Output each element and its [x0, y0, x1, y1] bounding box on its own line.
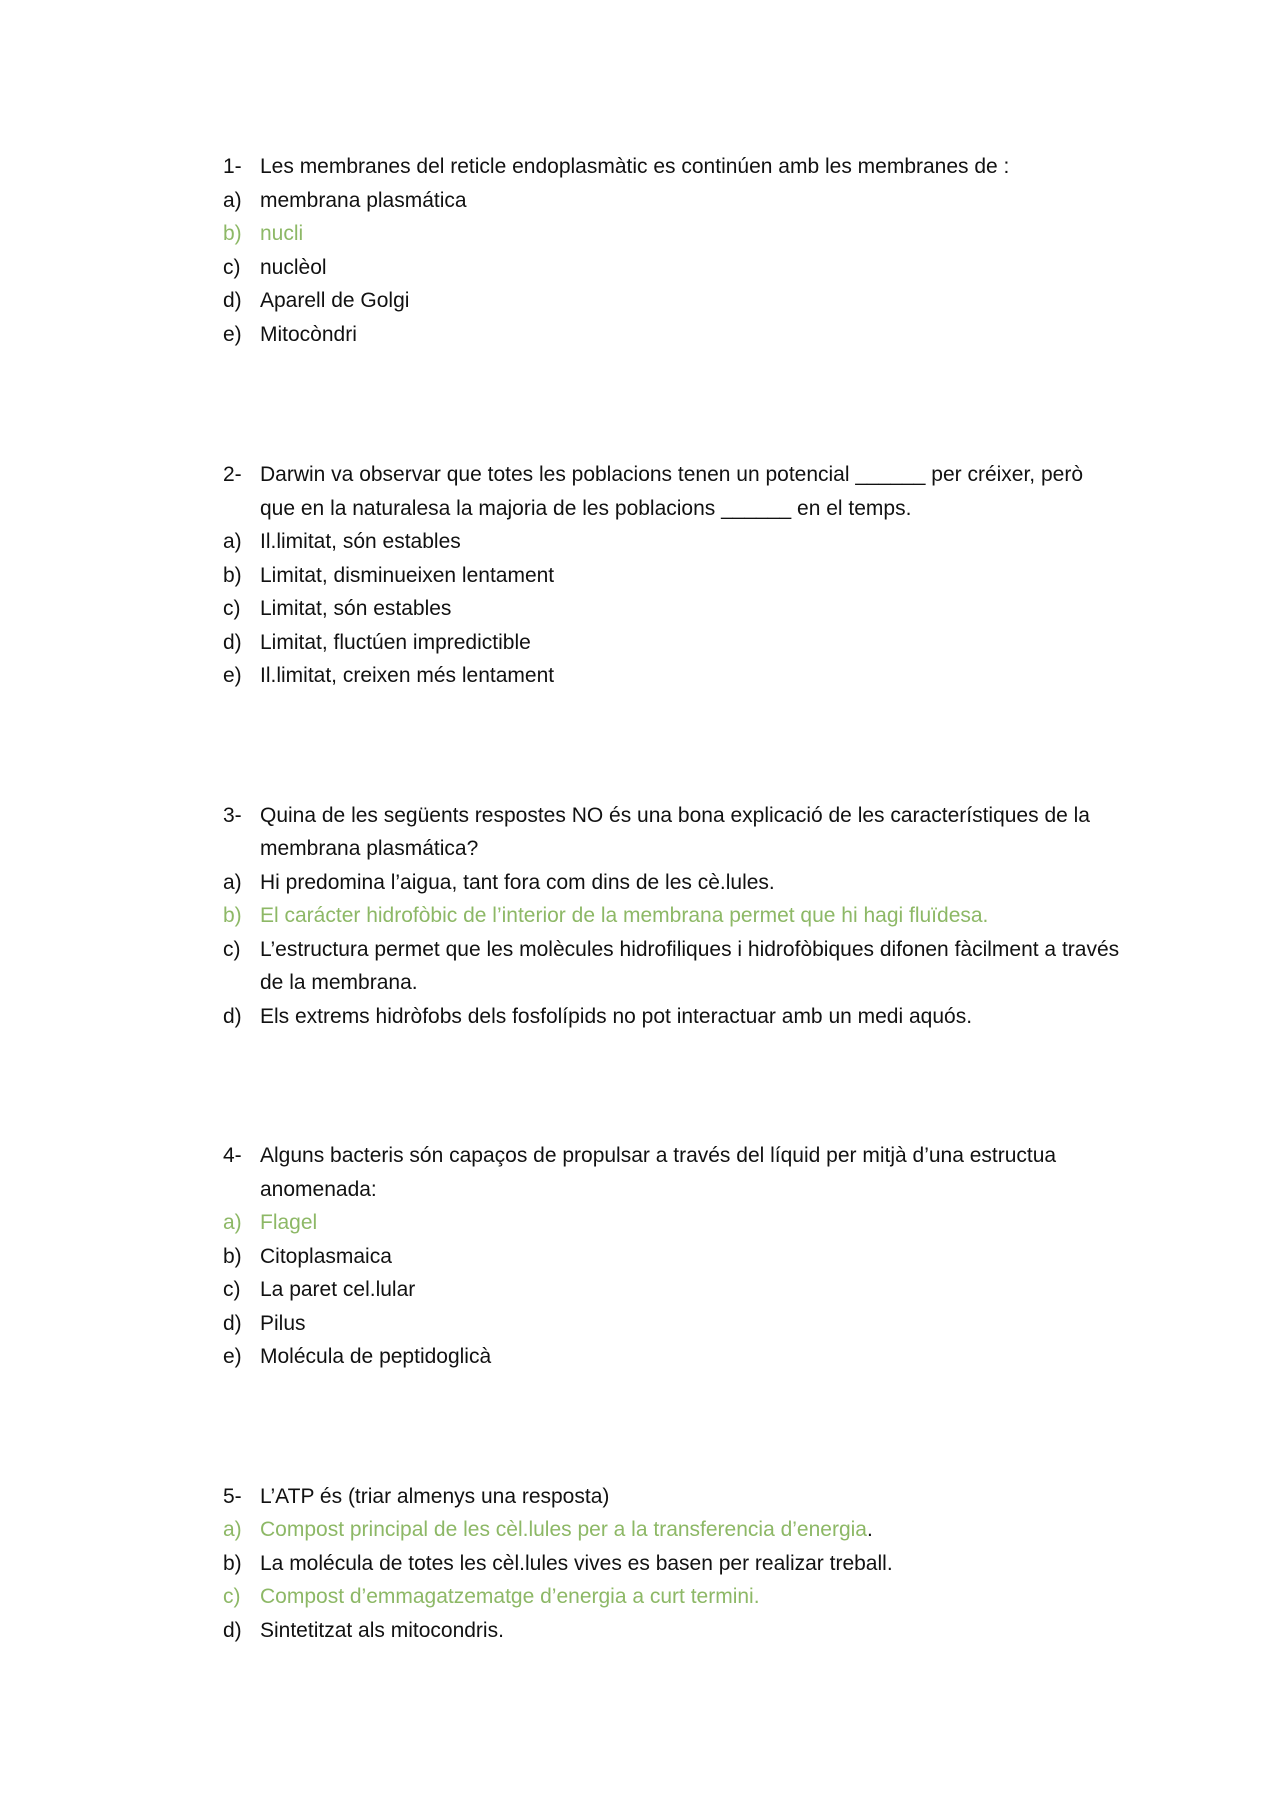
option-letter: d): [223, 289, 242, 312]
spacer: [223, 1374, 1123, 1480]
question-stem: [223, 150, 1123, 184]
option-letter: e): [223, 322, 242, 346]
option-text: Flagel: [260, 1211, 318, 1234]
spacer: [223, 1033, 1123, 1139]
option-c-correct: [223, 1580, 1123, 1614]
question-text: Darwin va observar que totes les poblacions tenen un potencial ______ per créixer, però que en la naturalesa la majoria de les poblacions ______ en el temps.: [260, 463, 1084, 520]
option-text: Il.limitat, són estables: [260, 530, 461, 553]
question-text: L’ATP és (triar almenys una resposta): [260, 1484, 610, 1508]
question-number: 5-: [223, 1484, 242, 1508]
option-text: nucli: [260, 222, 304, 245]
option-letter: b): [223, 1244, 242, 1268]
option-letter: c): [223, 597, 241, 620]
option-text: Limitat, són estables: [260, 597, 452, 620]
option-text: Sintetitzat als mitocondris.: [260, 1618, 504, 1642]
option-letter: c): [223, 1278, 241, 1301]
question-5: [223, 1480, 1123, 1648]
question-stem: [223, 799, 1123, 866]
option-suffix: .: [867, 1518, 873, 1541]
question-text: Les membranes del reticle endoplasmàtic es continúen amb les membranes de :: [260, 155, 1010, 178]
option-c: [223, 933, 1123, 1000]
option-d: [223, 284, 1123, 318]
option-text: Limitat, fluctúen impredictible: [260, 630, 531, 654]
question-3: [223, 799, 1123, 1034]
question-text: Quina de les següents respostes NO és una bona explicació de les característiques de la membrana plasmática?: [260, 803, 1090, 860]
option-text: Molécula de peptidoglicà: [260, 1345, 492, 1368]
option-text: Compost principal de les cèl.lules per a la transferencia d’energia: [260, 1518, 867, 1541]
question-4: [223, 1139, 1123, 1374]
option-letter: b): [223, 222, 242, 245]
question-stem: [223, 1480, 1123, 1514]
option-letter: b): [223, 904, 242, 927]
option-letter: b): [223, 1551, 242, 1575]
option-b: [223, 1547, 1123, 1581]
option-text: La paret cel.lular: [260, 1278, 416, 1301]
option-b-correct: [223, 899, 1123, 933]
spacer: [223, 351, 1123, 458]
option-letter: a): [223, 188, 242, 212]
option-c: [223, 592, 1123, 626]
option-letter: e): [223, 664, 242, 687]
question-number: 3-: [223, 803, 242, 827]
option-letter: d): [223, 1618, 242, 1642]
option-e: [223, 659, 1123, 693]
option-letter: e): [223, 1345, 242, 1368]
option-c: [223, 251, 1123, 285]
option-letter: c): [223, 255, 241, 279]
option-b-correct: [223, 217, 1123, 251]
option-a: [223, 184, 1123, 218]
question-stem: [223, 458, 1123, 525]
option-c: [223, 1273, 1123, 1307]
option-letter: d): [223, 1004, 242, 1028]
option-letter: b): [223, 563, 242, 587]
option-letter: d): [223, 1311, 242, 1335]
option-e: [223, 1340, 1123, 1374]
option-a: [223, 866, 1123, 900]
question-list: [223, 150, 1123, 1647]
option-text: Hi predomina l’aigua, tant fora com dins de les cè.lules.: [260, 870, 775, 894]
option-letter: a): [223, 870, 242, 894]
option-a: [223, 525, 1123, 559]
option-a-correct: [223, 1513, 1123, 1547]
option-letter: a): [223, 1211, 242, 1234]
question-text: Alguns bacteris són capaços de propulsar a través del líquid per mitjà d’una estructua anomenada:: [260, 1144, 1057, 1201]
option-text: Il.limitat, creixen més lentament: [260, 664, 555, 687]
option-text: Citoplasmaica: [260, 1244, 392, 1268]
option-text: La molécula de totes les cèl.lules vives es basen per realizar treball.: [260, 1551, 893, 1575]
option-text: Els extrems hidròfobs dels fosfolípids no pot interactuar amb un medi aquós.: [260, 1004, 973, 1028]
option-text: Pilus: [260, 1311, 306, 1335]
question-number: 4-: [223, 1144, 242, 1167]
option-text: L’estructura permet que les molècules hidrofiliques i hidrofòbiques difonen fàcilment a través de la membrana.: [260, 937, 1120, 994]
question-2: [223, 458, 1123, 693]
question-1: [223, 150, 1123, 351]
option-text: Limitat, disminueixen lentament: [260, 563, 555, 587]
option-d: [223, 1614, 1123, 1648]
question-number: 2-: [223, 463, 242, 486]
option-d: [223, 1307, 1123, 1341]
option-b: [223, 1240, 1123, 1274]
option-text: El carácter hidrofòbic de l’interior de la membrana permet que hi hagi fluïdesa.: [260, 904, 989, 927]
option-a-correct: [223, 1206, 1123, 1240]
option-b: [223, 559, 1123, 593]
option-letter: a): [223, 1518, 242, 1541]
option-d: [223, 626, 1123, 660]
option-letter: c): [223, 937, 241, 961]
option-letter: a): [223, 530, 242, 553]
option-text: Compost d’emmagatzematge d’energia a curt termini.: [260, 1585, 760, 1608]
option-letter: d): [223, 630, 242, 654]
option-text: Aparell de Golgi: [260, 289, 410, 312]
spacer: [223, 693, 1123, 799]
option-text: nuclèol: [260, 255, 327, 279]
option-e: [223, 318, 1123, 352]
option-d: [223, 1000, 1123, 1034]
option-text: Mitocòndri: [260, 322, 357, 346]
option-letter: c): [223, 1585, 241, 1608]
question-stem: [223, 1139, 1123, 1206]
question-number: 1-: [223, 155, 242, 178]
option-text: membrana plasmática: [260, 188, 467, 212]
